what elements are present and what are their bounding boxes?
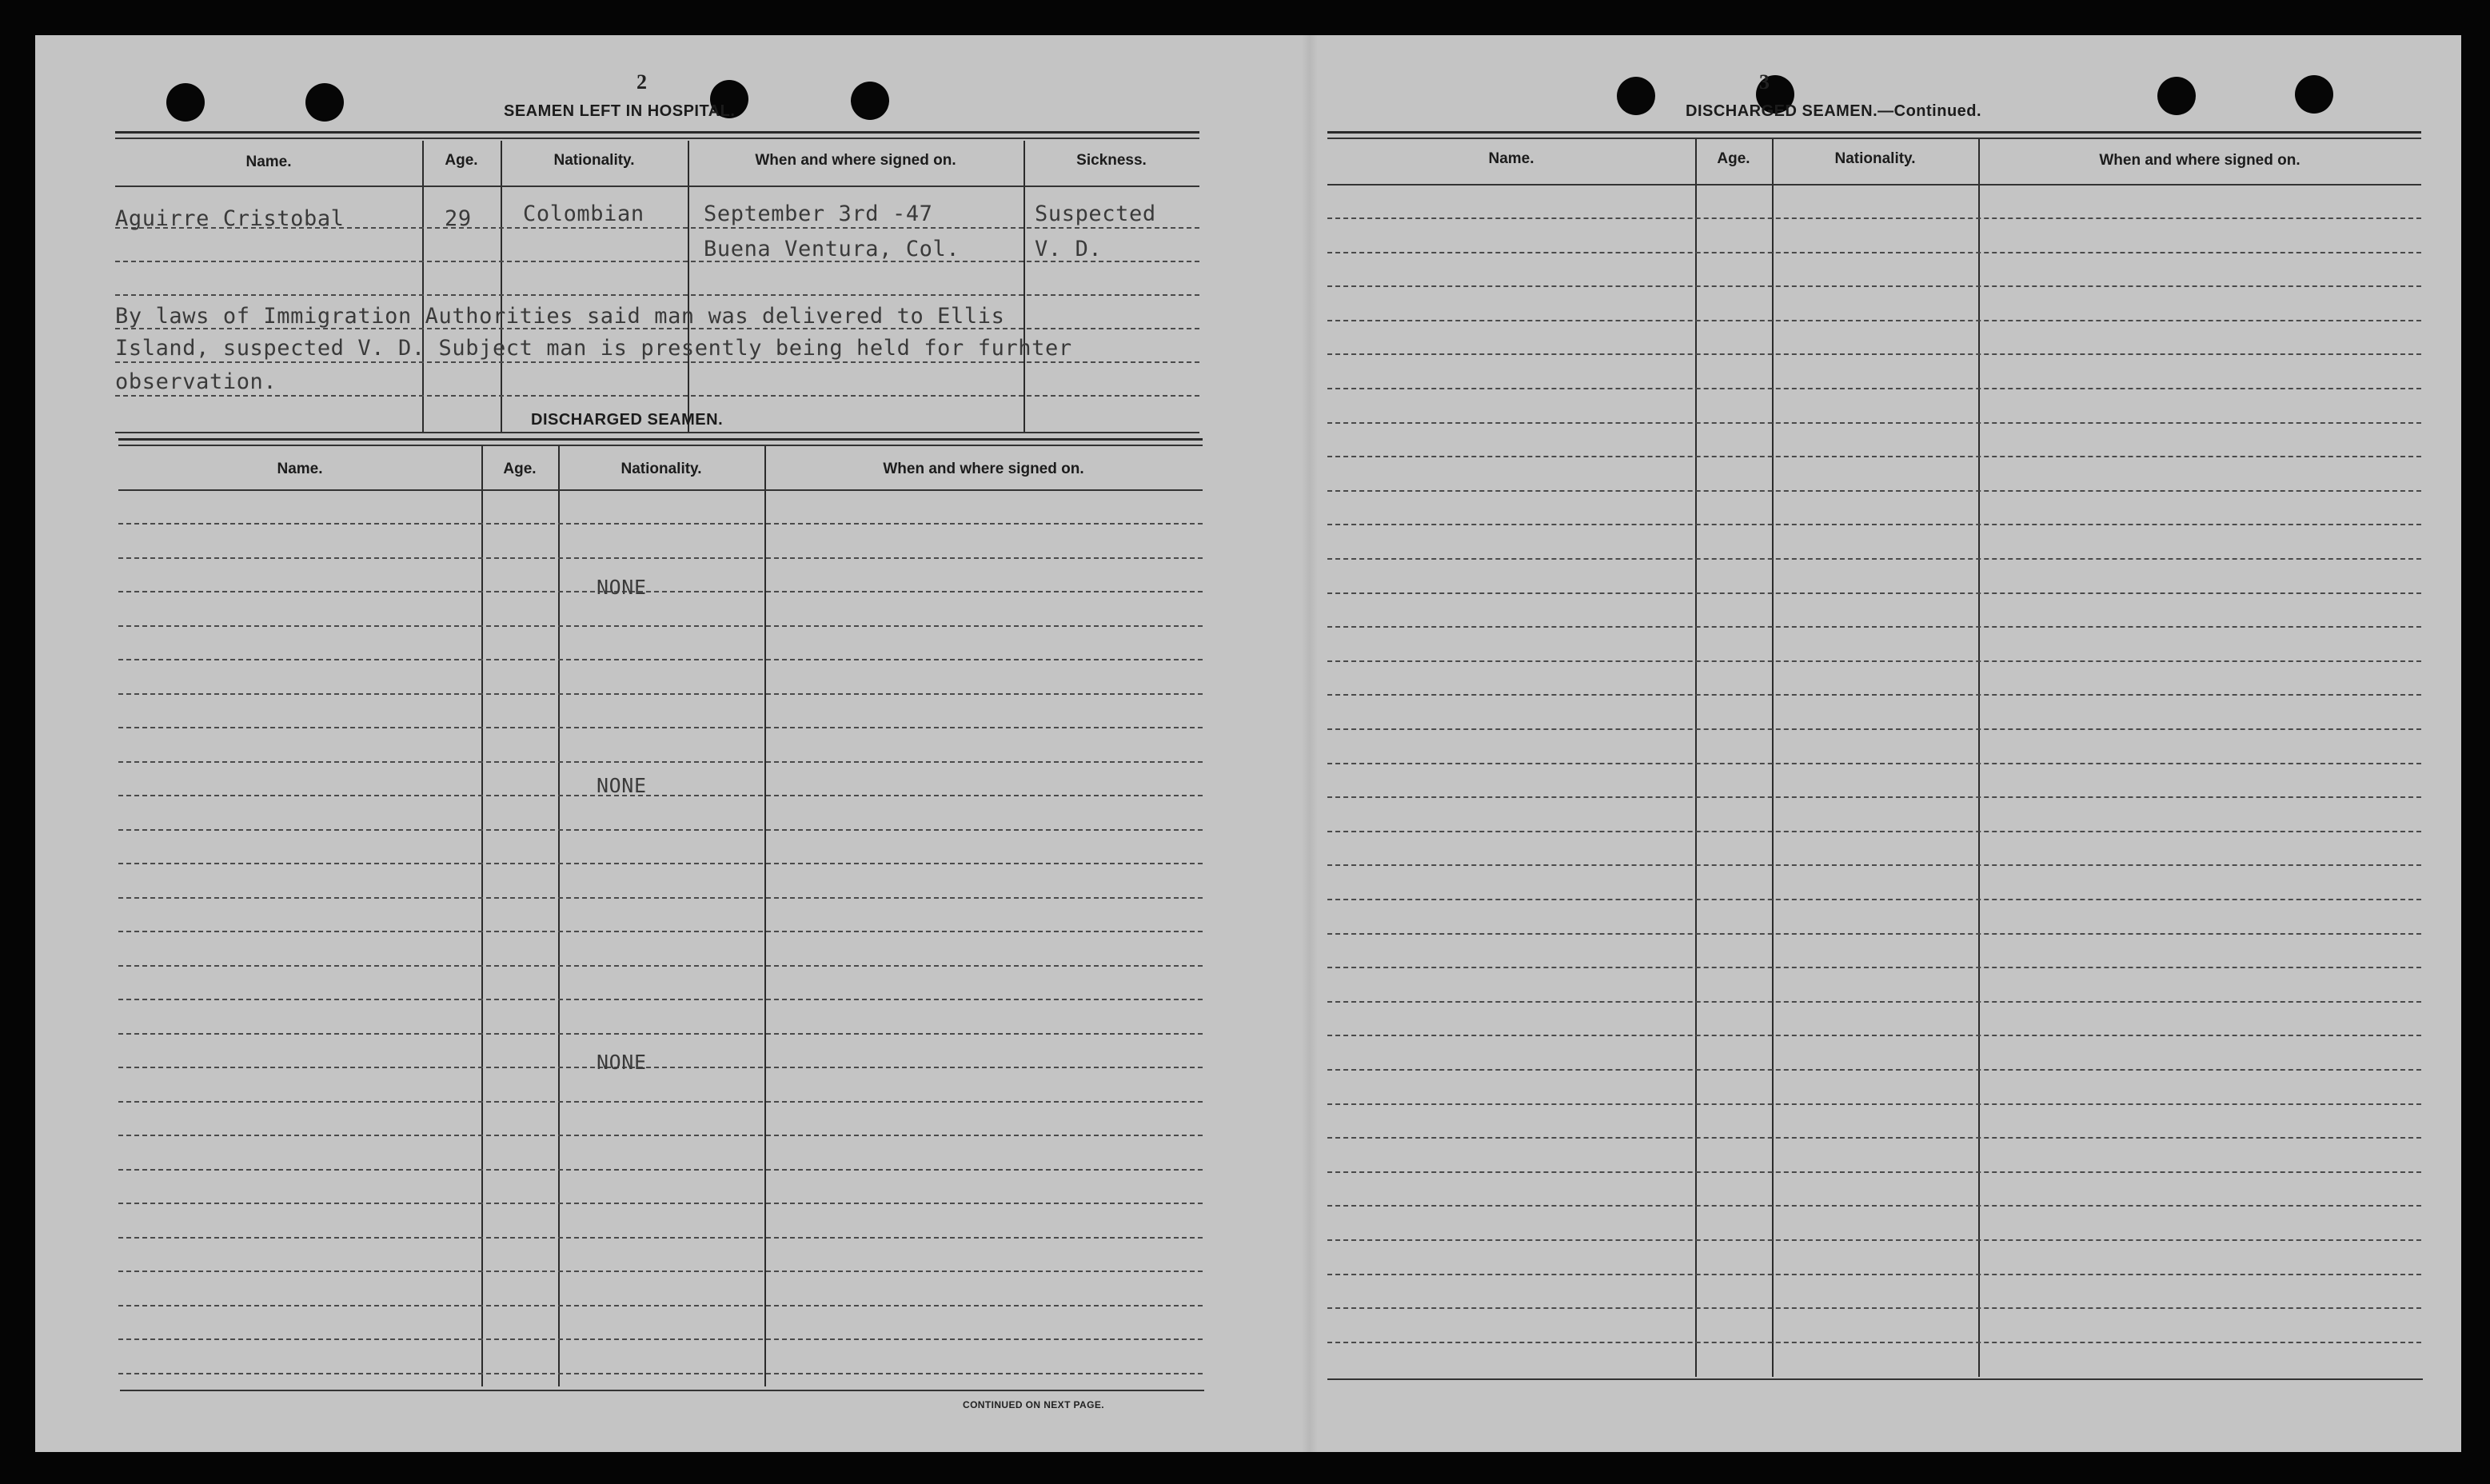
hospital-bottom-rule bbox=[115, 432, 1199, 433]
header-name: Name. bbox=[1488, 150, 1534, 167]
row-line bbox=[1327, 626, 2421, 628]
bottom-rule-left bbox=[120, 1390, 1204, 1391]
header-signed-on: When and where signed on. bbox=[883, 461, 1084, 477]
row-line bbox=[1327, 1307, 2421, 1309]
row-line bbox=[115, 294, 1199, 296]
row-line bbox=[1327, 592, 2421, 594]
discharged-rule bbox=[118, 438, 1203, 441]
row-line bbox=[1327, 1171, 2421, 1173]
row-line bbox=[118, 1338, 1203, 1340]
note-line-2: Island, suspected V. D. Subject man is presently being held for furhter bbox=[115, 336, 1072, 361]
row-line bbox=[1327, 217, 2421, 219]
col-divider bbox=[501, 141, 502, 432]
section-title-discharged-continued: DISCHARGED SEAMEN.—Continued. bbox=[1686, 102, 1982, 120]
row-line bbox=[118, 727, 1203, 728]
row-line bbox=[1327, 694, 2421, 696]
punch-hole bbox=[1617, 77, 1655, 115]
row-line bbox=[1327, 1239, 2421, 1241]
seaman-name: Aguirre Cristobal bbox=[115, 206, 345, 231]
row-line bbox=[118, 1101, 1203, 1103]
header-nationality: Nationality. bbox=[1834, 150, 1916, 167]
sickness-line-1: Suspected bbox=[1035, 201, 1156, 226]
col-divider bbox=[1772, 139, 1774, 1377]
page-number-left: 2 bbox=[636, 70, 647, 94]
row-line bbox=[118, 761, 1203, 763]
row-line bbox=[118, 1237, 1203, 1239]
row-line bbox=[118, 1373, 1203, 1374]
sickness-line-2: V. D. bbox=[1035, 237, 1103, 261]
col-divider bbox=[688, 141, 689, 432]
punch-hole bbox=[2295, 75, 2333, 114]
header-nationality: Nationality. bbox=[621, 461, 702, 477]
row-line bbox=[118, 931, 1203, 932]
section-title-discharged: DISCHARGED SEAMEN. bbox=[531, 411, 724, 429]
row-line bbox=[1327, 967, 2421, 968]
row-line bbox=[1327, 1069, 2421, 1071]
top-rule-2 bbox=[1327, 138, 2421, 139]
row-line bbox=[118, 557, 1203, 559]
header-rule bbox=[115, 186, 1199, 187]
signed-on-date: September 3rd -47 bbox=[704, 201, 933, 226]
row-line bbox=[1327, 353, 2421, 355]
continued-footer: CONTINUED ON NEXT PAGE. bbox=[963, 1399, 1104, 1410]
row-line bbox=[118, 591, 1203, 592]
row-line bbox=[1327, 422, 2421, 424]
punch-hole bbox=[2157, 77, 2196, 115]
row-line bbox=[118, 829, 1203, 831]
row-line bbox=[118, 1305, 1203, 1306]
header-signed-on: When and where signed on. bbox=[755, 152, 956, 169]
row-line bbox=[118, 897, 1203, 899]
punch-hole bbox=[166, 83, 205, 122]
seaman-age: 29 bbox=[445, 206, 472, 231]
top-rule bbox=[1327, 131, 2421, 134]
row-line bbox=[118, 1203, 1203, 1204]
row-line bbox=[1327, 796, 2421, 798]
header-age: Age. bbox=[1717, 150, 1750, 167]
row-line bbox=[1327, 1274, 2421, 1275]
header-nationality: Nationality. bbox=[553, 152, 635, 169]
seaman-nationality: Colombian bbox=[523, 201, 644, 226]
header-age: Age. bbox=[503, 461, 537, 477]
row-line bbox=[1327, 1342, 2421, 1343]
header-name: Name. bbox=[277, 461, 323, 477]
row-line bbox=[118, 999, 1203, 1000]
col-divider bbox=[1695, 139, 1697, 1377]
col-divider bbox=[1024, 141, 1025, 432]
row-line bbox=[118, 1271, 1203, 1272]
row-line bbox=[115, 361, 1199, 363]
row-line bbox=[1327, 899, 2421, 900]
row-line bbox=[118, 863, 1203, 864]
row-line bbox=[1327, 660, 2421, 662]
row-line bbox=[1327, 388, 2421, 389]
row-line bbox=[1327, 1001, 2421, 1003]
row-line bbox=[1327, 456, 2421, 457]
col-divider bbox=[1978, 139, 1980, 1377]
row-line bbox=[1327, 252, 2421, 253]
manifest-sheet bbox=[35, 35, 2461, 1452]
row-line bbox=[118, 1033, 1203, 1035]
top-rule bbox=[115, 131, 1199, 134]
row-line bbox=[1327, 490, 2421, 492]
col-divider bbox=[558, 446, 560, 1386]
row-line bbox=[118, 1135, 1203, 1136]
row-line bbox=[1327, 728, 2421, 730]
row-line bbox=[1327, 285, 2421, 287]
header-name: Name. bbox=[245, 154, 292, 170]
row-line bbox=[1327, 864, 2421, 866]
punch-hole bbox=[305, 83, 344, 122]
row-line bbox=[1327, 558, 2421, 560]
none-mark: NONE bbox=[597, 774, 647, 797]
header-signed-on: When and where signed on. bbox=[2099, 152, 2300, 169]
header-rule bbox=[118, 489, 1203, 491]
row-line bbox=[118, 965, 1203, 967]
none-mark: NONE bbox=[597, 576, 647, 599]
row-line bbox=[1327, 831, 2421, 832]
col-divider bbox=[481, 446, 483, 1386]
row-line bbox=[1327, 1035, 2421, 1036]
row-line bbox=[118, 1067, 1203, 1068]
row-line bbox=[118, 1169, 1203, 1171]
row-line bbox=[1327, 1137, 2421, 1139]
col-divider bbox=[422, 141, 424, 432]
row-line bbox=[1327, 524, 2421, 525]
row-line bbox=[1327, 763, 2421, 764]
section-title-hospital: SEAMEN LEFT IN HOSPITAL. bbox=[504, 102, 736, 120]
header-rule bbox=[1327, 184, 2421, 186]
col-divider bbox=[764, 446, 766, 1386]
row-line bbox=[118, 795, 1203, 796]
row-line bbox=[118, 523, 1203, 525]
punch-hole bbox=[851, 82, 889, 120]
page-fold bbox=[1302, 35, 1318, 1452]
row-line bbox=[1327, 1103, 2421, 1105]
row-line bbox=[118, 659, 1203, 660]
page-number-right: 3 bbox=[1759, 70, 1770, 94]
row-line bbox=[118, 693, 1203, 695]
row-line bbox=[115, 395, 1199, 397]
note-line-3: observation. bbox=[115, 369, 277, 394]
bottom-rule-right bbox=[1327, 1378, 2423, 1380]
row-line bbox=[1327, 1205, 2421, 1207]
none-mark: NONE bbox=[597, 1051, 647, 1074]
row-line bbox=[118, 625, 1203, 627]
signed-on-place: Buena Ventura, Col. bbox=[704, 237, 960, 261]
header-sickness: Sickness. bbox=[1076, 152, 1147, 169]
top-rule-2 bbox=[115, 138, 1199, 139]
discharged-rule-2 bbox=[118, 445, 1203, 446]
note-line-1: By laws of Immigration Authorities said man was delivered to Ellis bbox=[115, 304, 1005, 329]
row-line bbox=[1327, 320, 2421, 321]
row-line bbox=[1327, 933, 2421, 935]
header-age: Age. bbox=[445, 152, 478, 169]
